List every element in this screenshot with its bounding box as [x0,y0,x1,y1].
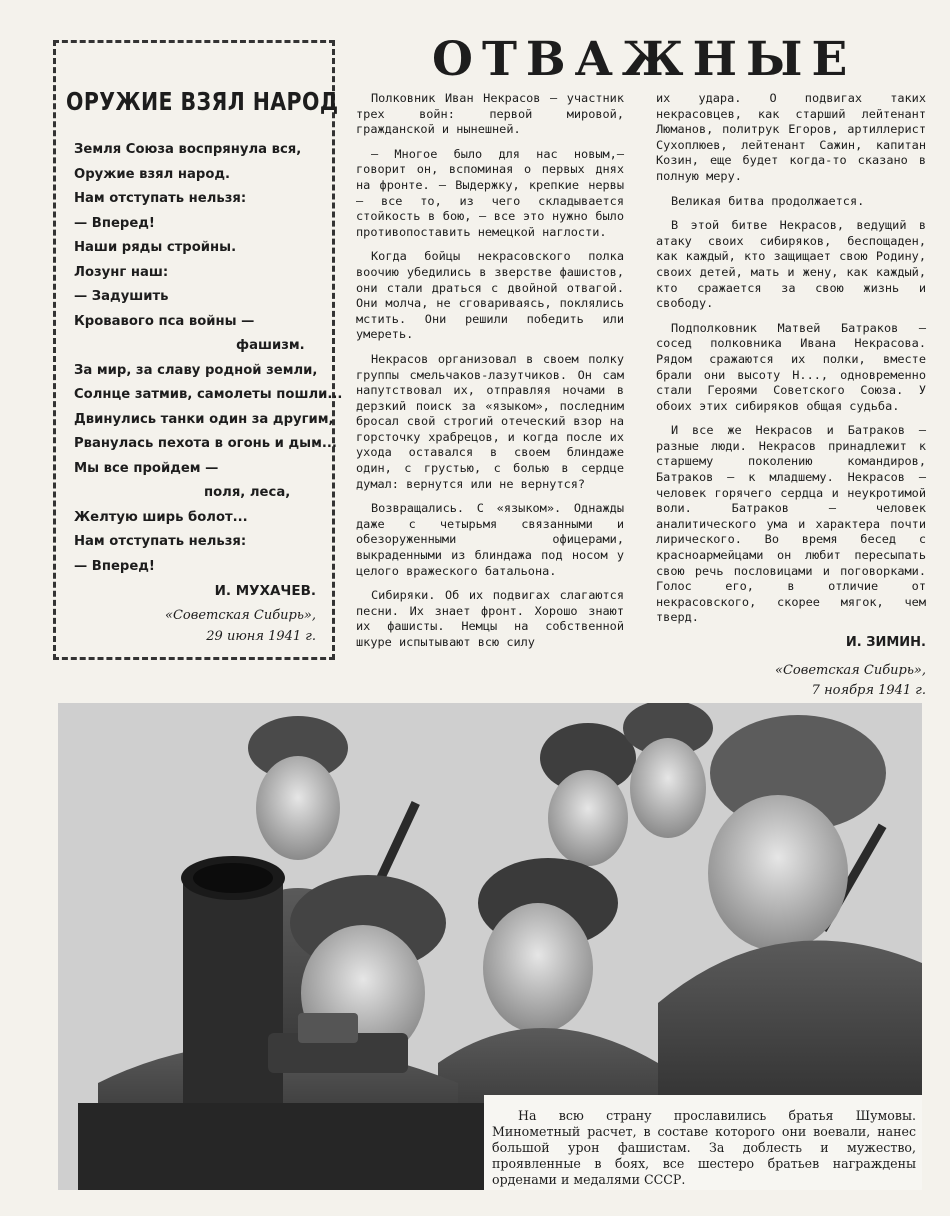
poem-line: — Вперед! [74,215,155,231]
poem-author: И. МУХАЧЕВ. [214,583,316,599]
poem-line: Земля Союза воспрянула вся, [74,142,302,157]
poem-line: фашизм. [236,338,305,353]
article-paragraph: Сибиряки. Об их подвигах слагаются песни. Их знает фронт. Хорошо знают их фашисты. Немцы на собственной шкуре испытывают всю силу [356,588,624,649]
poem-line: Кровавого пса войны — [74,313,255,329]
article-paragraph: Когда бойцы некрасовского полка воочию убедились в зверстве фашистов, они стали драться с двойной отвагой. Они молча, не сговариваясь, поклялись мстить. Они решили победить или умереть. [356,249,624,342]
article-paragraph: В этой битве Некрасов, ведущий в атаку своих сибиряков, беспощаден, как каждый, кто защищает свою Родину, своих детей, мать и жену, как каждый, кто сражается за свою жизнь и свободу. [656,218,926,311]
poem-line: Нам отступать нельзя: [74,534,247,549]
article-paragraph: Подполковник Матвей Батраков — сосед полковника Ивана Некрасова. Рядом сражаются их полки, вместе брали они высоту Н..., одновременно стали Героями Советского Союза. У обоих этих сибиряков общая судьба. [656,320,926,413]
article-paragraph: Полковник Иван Некрасов — участник трех войн: первой мировой, гражданской и нынешней. [356,91,624,137]
article-paragraph: Возвращались. С «языком». Однажды даже с четырьмя связанными и обезоруженными офицерами, выкраденными из блиндажа под носом у целого вражеского батальона. [356,501,624,578]
poem-frame [53,40,343,660]
poem-line: — Вперед! [74,558,155,574]
poem-line: Мы все пройдем — [74,460,219,476]
article-paragraph: — Многое было для нас новым,— говорит он, вспоминая о первых днях на фронте. — Выдержку, крепкие нервы — все то, из чего складывается стойкость в бою, — все это нужно было противопоставить немецкой наглости. [356,146,624,239]
poem-line: Рванулась пехота в огонь и дым... [74,436,337,451]
poem-line: Нам отступать нельзя: [74,191,247,206]
poem-line: Наши ряды стройны. [74,240,237,255]
poem-title: ОРУЖИЕ ВЗЯЛ НАРОД [66,87,339,116]
photo-caption: На всю страну прославились братья Шумовы. Минометный расчет, в составе которого они воевали, нанес большой урон фашистам. За доблесть и мужество, проявленные в боях, все шестеро братьев награждены орденами и медалями СССР. [484,1095,922,1190]
poem-line: Двинулись танки один за другим, [74,411,334,427]
poem-line: За мир, за славу родной земли, [74,362,318,378]
poem-source-date: 29 июня 1941 г. [206,629,316,644]
poem-line: Оружие взял народ. [74,166,231,182]
poem-line: Желтую ширь болот... [74,509,248,525]
article-title: ОТВАЖНЫЕ [432,32,857,87]
poem-line: Солнце затмив, самолеты пошли... [74,387,343,402]
article-source [656,661,926,701]
article-paragraph: Некрасов организовал в своем полку группы смельчаков-лазутчиков. Он сам напутствовал их, отправляя ночами в дерзкий поиск за «языком», последним бросал свой строгий отеческий взор на горсточку храбрецов, и когда после их ухода оставался в своем блиндаже один, с грустью, с болью в сердце думал: вернутся или не вернутся? [356,351,624,491]
article-author: И. ЗИМИН. [845,635,926,650]
poem-line: поля, леса, [204,485,291,500]
poem-line: Лозунг наш: [74,264,169,280]
poem-source-name: «Советская Сибирь», [165,608,316,623]
article-source-date: 7 ноября 1941 г. [811,682,926,698]
article-column-1 [356,91,624,660]
article-paragraph: Великая битва продолжается. [671,193,865,208]
poem-source [74,605,322,647]
article-paragraph: И все же Некрасов и Батраков — разные люди. Некрасов принадлежит к старшему поколению командиров, Батраков — к младшему. Некрасов — человек горячего сердца и неукротимой воли. Батраков — человек аналитического ума и характера почти лирического. Во время бесед с красноармейцами он любит пересыпать свою речь пословицами и поговорками. Голос его, в отличие от некрасовского, скорее мягок, чем тверд. [656,423,926,625]
article-column-2 [656,91,926,701]
article-source-name: «Советская Сибирь», [775,662,926,678]
article-paragraph: их удара. О подвигах таких некрасовцев, как старший лейтенант Люманов, политрук Егоров, артиллерист Сухоплюев, лейтенант Сажин, капитан Козин, еще будет когда-то сказано в полную меру. [656,91,926,183]
poem-line: — Задушить [74,289,169,304]
poem-body [74,138,343,579]
